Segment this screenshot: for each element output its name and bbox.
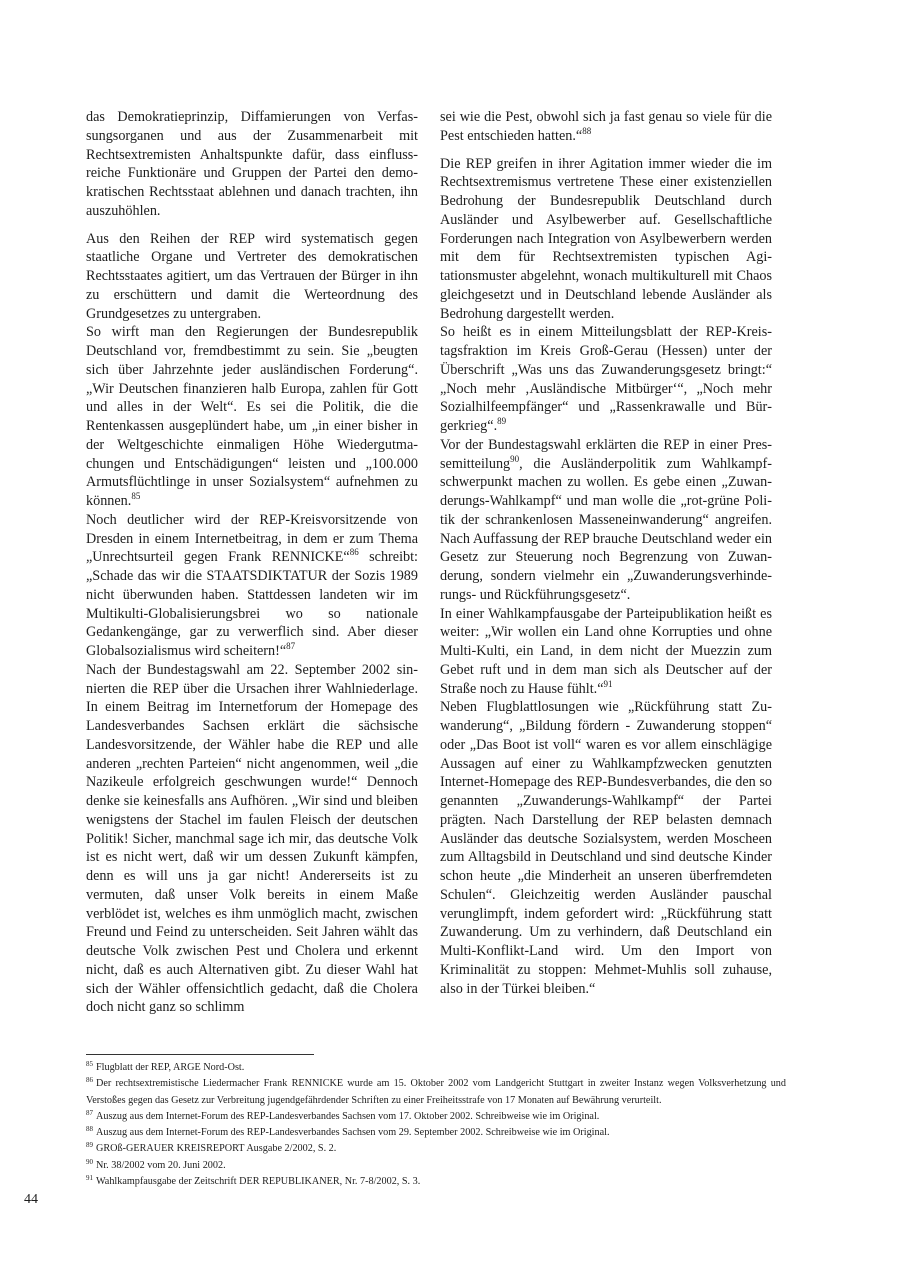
footnote: $^{85}$ Flugblatt der REP, ARGE Nord-Ost. (86, 1060, 245, 1073)
footnote-ref: 91 (603, 678, 613, 689)
footnote-ref: 85 (131, 491, 141, 501)
footnote: $^{90}$ Nr. 38/2002 vom 20. Juni 2002. (86, 1157, 226, 1171)
footnote: $^{89}$ GROß-GERAUER KREISREPORT Ausgabe 2/2002, S. 2. (86, 1141, 337, 1155)
right-text-column (440, 108, 772, 998)
footnote-ref: 90 (510, 453, 520, 464)
paragraph: So heißt es in einem Mitteilungsblatt der REP-Kreistagsfraktion im Kreis Groß-Gerau (Hessen) unter der Überschrift „Was uns das Zuwanderungsgesetz bringt:“ „Noch mehr ‚Ausländische Mitbürger‘“, „Noch mehr Sozialhilfeempfänger“ und „Rassenkrawalle und Bürgerkrieg“.$^{89}$ (440, 324, 772, 434)
footnote-ref: 87 (286, 641, 296, 651)
page-number: 44 (24, 1192, 38, 1207)
paragraph: Nach der Bundestagswahl am 22. September 2002 sinnierten die REP über die Ursachen ihrer Wahlniederlage. In einem Beitrag im Internetforum der Homepage des Landesverbandes Sachsen erklärt die sächsische Landesvorsitzende, der Wähler habe die REP und alle anderen „rechten Parteien“ nicht angenommen, weil „die Nazikeule erfolgreich geschwungen wurde!“ Dennoch denke sie keinesfalls ans Aufhören. „Wir sind und bleiben wenigstens der Stachel im faulen Fleisch der deutschen Politik! Sicher, manchmal sage ich mir, das deutsche Volk ist es nicht wert, daß wir um dessen Zukunft kämpfen, denn es will uns ja gar nicht! Andererseits ist zu vermuten, daß unser Volk bereits in einem Maße verblödet ist, welches es ihm unmöglich macht, zwischen Freund und Feind zu unterscheiden. Seit Jahren wählt das deutsche Volk zwischen Pest und Cholera und erkennt nicht, daß es auch Alternativen gibt. Zu dieser Wahl hat sich der Wähler offensichtlich gedacht, daß die Cholera doch nicht ganz so schlimm (86, 661, 418, 1016)
paragraph: das Demokratieprinzip, Diffamierungen von Verfassungsorganen und aus der Zusammenarbeit mit Rechtsextremisten Anhaltspunkte dafür, dass einflussreiche Funktionäre und Gruppen der Partei den demokratischen Rechtsstaat ablehnen und danach trachten, ihn auszuhöhlen. (86, 109, 418, 219)
footnotes (86, 1060, 786, 1190)
paragraph: Neben Flugblattlosungen wie „Rückführung statt Zuwanderung“, „Bildung fördern - Zuwanderung stoppen“ oder „Das Boot ist voll“ waren es vor allem einschlägige Aussagen auf einer zu Wahlkampfzwecken genutzten Internet-Homepage des REP-Bundesverbandes, die den so genannten „Zuwanderungs-Wahlkampf“ der Partei prägten. Nach Darstellung der REP belasten demnach Ausländer das deutsche Sozialsystem, werden Moscheen zum Alltagsbild in Deutschland und sind deutsche Kinder schon heute „die Minderheit an unseren überfremdeten Schulen“. Gleichzeitig werden Ausländer pauschal verunglimpft, indem gefordert wird: „Rückführung statt Zuwanderung. Um zu verhindern, daß Deutschland ein Multi-Konflikt-Land wird. Um den Import von Kriminalität zu stoppen: Mehmet-Muhlis soll zuhause, also in der Türkei bleiben.“ (440, 699, 772, 997)
footnote-divider (86, 1054, 314, 1055)
footnote: $^{86}$ Der rechtsextremistische Liedermacher Frank RENNICKE wurde am 15. Oktober 2002 vom Landgericht Stuttgart in zweiter Instanz wegen Volksverhetzung und Verstoßes gegen das Gesetz zur Verbreitung jugendgefährdender Schriften zu einer Freiheitsstrafe von 17 Monaten auf Bewährung verurteilt. (86, 1076, 786, 1106)
paragraph: So wirft man den Regierungen der Bundesrepublik Deutschland vor, fremdbestimmt zu sein. Sie „beugten sich über Jahrzehnte jeder ausländischen Forderung“. „Wir Deutschen finanzieren halb Europa, zahlen für Gott und alles in der Welt“. Es sei die Politik, die die Rentenkassen ausgeplündert habe, um „in einer bisher in der Weltgeschichte einmaligen Höhe Wiedergutmachungen und Entschädigungen“ leisten und „100.000 Armutsflüchtlinge in unser Sozialsystem“ aufnehmen zu können.$^{85}$ (86, 324, 418, 509)
footnote-ref: 89 (497, 416, 507, 426)
footnote: $^{91}$ Wahlkampfausgabe der Zeitschrift DER REPUBLIKANER, Nr. 7-8/2002, S. 3. (86, 1174, 421, 1188)
footnote-ref: 88 (582, 125, 592, 136)
footnote: $^{88}$ Auszug aus dem Internet-Forum des REP-Landesverbandes Sachsen vom 29. September 2002. Schreibweise wie im Original. (86, 1125, 610, 1139)
left-text-column (86, 108, 418, 1017)
paragraph: Aus den Reihen der REP wird systematisch gegen staatliche Organe und Vertreter des demokratischen Rechtsstaates agitiert, um das Vertrauen der Bürger in ihn zu erschüttern und damit die Werteordnung des Grundgesetzes zu untergraben. (86, 230, 418, 322)
paragraph: sei wie die Pest, obwohl sich ja fast genau so viele für die Pest entschieden hatten.“$^{88}$ (440, 109, 772, 144)
paragraph: Vor der Bundestagswahl erklärten die REP in einer Pressemitteilung$^{90}$, die Ausländerpolitik zum Wahlkampfschwerpunkt machen zu wollen. Es gebe einen „Zuwanderungs-Wahlkampf“ und man wolle die „rot-grüne Politik der schrankenlosen Masseneinwanderung“ angreifen. Nach Auffassung der REP brauche Deutschland weder ein Gesetz zur Steuerung noch Begrenzung von Zuwanderung, sondern vielmehr ein „Zuwanderungsverhinderungs- und Rückführungsgesetz“. (440, 436, 772, 603)
footnote-ref: 86 (349, 547, 359, 558)
paragraph: In einer Wahlkampfausgabe der Parteipublikation heißt es weiter: „Wir wollen ein Land ohne Korrupties und ohne Multi-Kulti, ein Land, in dem nicht der Muezzin zum Gebet ruft und in dem man sich als Deutscher auf der Straße noch zu Hause fühlt.“$^{91}$ (440, 605, 772, 697)
paragraph: Noch deutlicher wird der REP-Kreisvorsitzende von Dresden in einem Internetbeitrag, in dem er zum Thema „Unrechtsurteil gegen Frank RENNICKE“$^{86}$ schreibt: „Schade das wir die STAATSDIKTATUR der Sozis 1989 nicht überwunden haben. Stattdessen landeten wir im Multikulti-Globalisierungsbrei wo so nationale Gedankengänge, gar zu verwerflich sind. Aber dieser Globalsozialismus wird scheitern!“$^{87}$ (86, 511, 418, 659)
footnote: $^{87}$ Auszug aus dem Internet-Forum des REP-Landesverbandes Sachsen vom 17. Oktober 2002. Schreibweise wie im Original. (86, 1108, 600, 1122)
paragraph: Die REP greifen in ihrer Agitation immer wieder die im Rechtsextremismus vertretene These einer existenziellen Bedrohung der Bundesrepublik Deutschland durch Ausländer und Asylbewerber auf. Gesellschaftliche Forderungen nach Integration von Asylbewerbern werden mit dem für Rechtsextremisten typischen Agitationsmuster abgelehnt, wonach multikulturell mit Chaos gleichgesetzt und in Deutschland lebende Ausländer als Bedrohung dargestellt werden. (440, 155, 772, 322)
